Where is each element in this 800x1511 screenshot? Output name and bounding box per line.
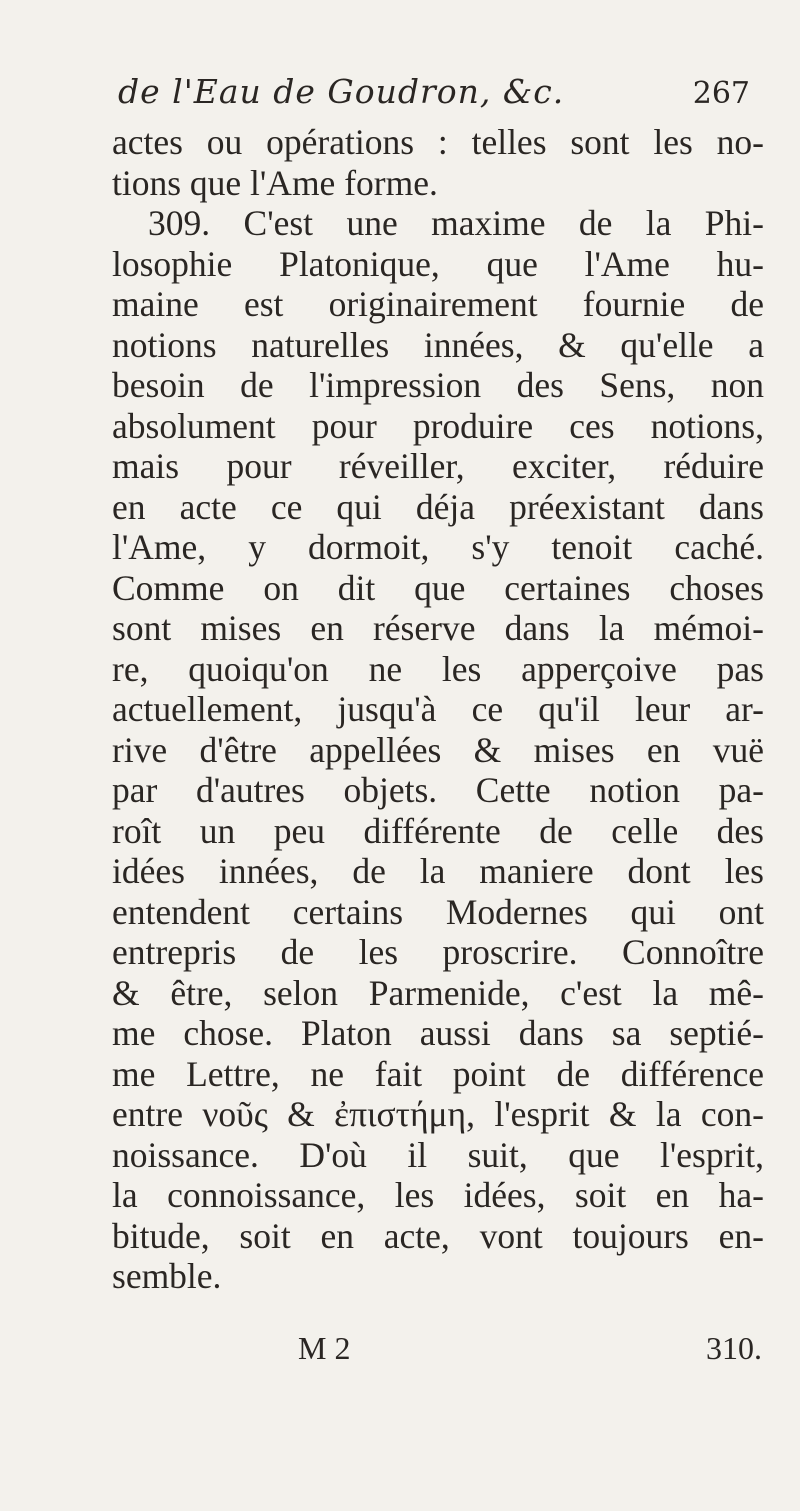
text-line: me Lettre, ne fait point de différence [112,1053,764,1094]
catchword: 310. [706,1330,762,1366]
paragraph-start-line: 309. C'est une maxime de la Phi- [148,203,764,243]
page-number: 267 [692,76,750,111]
text-line: Comme on dit que certaines choses [112,567,764,608]
text-line: noissance. D'où il suit, que l'esprit, [112,1134,764,1175]
running-title: de l'Eau de Goudron, &c. [118,72,565,111]
text-line: l'Ame, y dormoit, s'y tenoit caché. [112,527,764,567]
text-line: mais pour réveiller, exciter, réduire [112,446,764,486]
text-line: entrepris de les proscrire. Connoître [112,932,764,972]
text-line: actuellement, jusqu'à ce qu'il leur ar- [112,689,764,729]
text-line: roît un peu différente de celle des [112,810,764,851]
text-line: & être, selon Parmenide, c'est la mê- [112,972,764,1013]
text-line: idées innées, de la maniere dont les [112,851,764,891]
page-header [110,72,750,122]
body-text [112,122,764,1297]
text-line: par d'autres objets. Cette notion pa- [112,770,764,810]
text-line: actes ou opérations : telles sont les no- [112,122,764,162]
text-line: la connoissance, les idées, soit en ha- [112,1175,764,1215]
text-line: bitude, soit en acte, vont toujours en- [112,1215,764,1256]
text-line: re, quoiqu'on ne les apperçoive pas [112,648,764,689]
text-line: en acte ce qui déja préexistant dans [112,486,764,527]
text-line: semble. [112,1256,222,1296]
text-line: absolument pour produire ces notions, [112,405,764,446]
text-line: entre νοῦς & ἐπιστήμη, l'esprit & la con- [112,1094,764,1134]
page-footer [112,1330,764,1378]
text-line: entendent certains Modernes qui ont [112,891,764,932]
text-line: sont mises en réserve dans la mémoi- [112,608,764,648]
text-line: losophie Platonique, que l'Ame hu- [112,243,764,284]
text-line: rive d'être appellées & mises en vuë [112,729,764,770]
text-line: notions naturelles innées, & qu'elle a [112,324,764,365]
text-line: tions que l'Ame forme. [112,162,438,203]
text-line: maine est originairement fournie de [112,284,764,324]
text-line: me chose. Platon aussi dans sa septié- [112,1013,764,1053]
signature-mark: M 2 [298,1330,351,1366]
text-line: besoin de l'impression des Sens, non [112,365,764,405]
